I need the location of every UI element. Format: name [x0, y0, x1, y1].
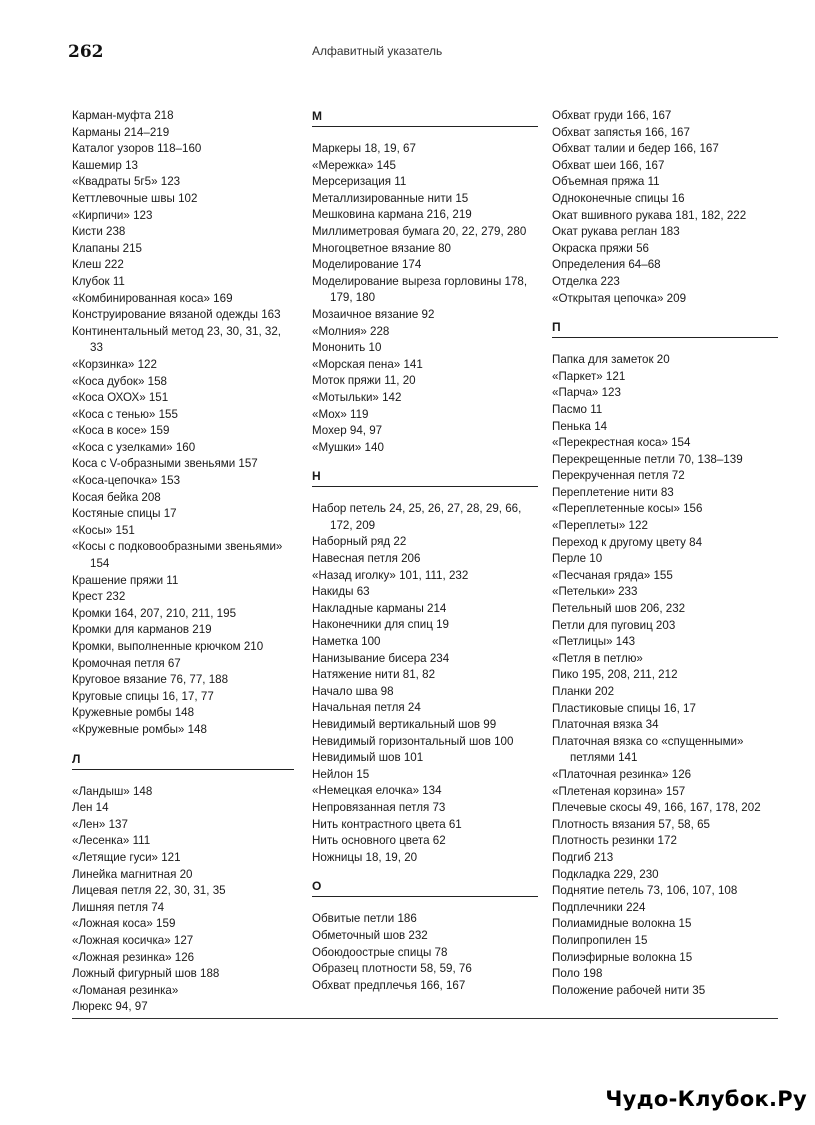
index-entry: «Платочная резинка» 126: [552, 767, 692, 781]
index-entry: Невидимый горизонтальный шов 100: [312, 734, 514, 748]
index-entry: Наконечники для спиц 19: [312, 618, 449, 632]
index-entry: Лицевая петля 22, 30, 31, 35: [72, 884, 226, 898]
index-entry: Обхват запястья 166, 167: [552, 125, 690, 139]
index-entry: Пенька 14: [552, 419, 608, 433]
index-entry: Поло 198: [552, 967, 603, 981]
index-entry: «Песчаная гряда» 155: [552, 568, 673, 582]
index-entry: «Морская пена» 141: [312, 357, 423, 371]
index-entry: Карман-муфта 218: [72, 109, 174, 122]
section-letter-heading: П: [552, 319, 778, 338]
index-entry: «Ломаная резинка»: [72, 983, 179, 997]
index-entry: Обхват шеи 166, 167: [552, 158, 665, 172]
index-entry: Окат вшивного рукава 181, 182, 222: [552, 208, 747, 222]
index-entry: Коса с V-образными звеньями 157: [72, 457, 258, 471]
index-entry: «Переплетенные косы» 156: [552, 502, 703, 516]
index-entry: Накиды 63: [312, 585, 370, 599]
index-entry: Начало шва 98: [312, 684, 394, 698]
section-letter-heading: О: [312, 878, 538, 897]
index-entry: «Мушки» 140: [312, 440, 384, 454]
index-entry: Платочная вязка 34: [552, 718, 659, 732]
index-entry: Крест 232: [72, 590, 126, 604]
index-entry: Нейлон 15: [312, 767, 370, 781]
index-entry: «Мотыльки» 142: [312, 390, 402, 404]
index-entry: «Летящие гуси» 121: [72, 850, 181, 864]
index-entry: Наборный ряд 22: [312, 535, 407, 549]
index-section: [552, 319, 778, 999]
index-entry: Люрекс 94, 97: [72, 1000, 148, 1014]
watermark-logo: Чудо-Клубок.Ру: [605, 1087, 807, 1111]
index-entry: Окраска пряжи 56: [552, 241, 650, 255]
index-entry: Платочная вязка со «спущенными» петлями 141: [552, 734, 744, 765]
index-entry: Переплетение нити 83: [552, 485, 674, 499]
index-entry: Отделка 223: [552, 274, 620, 288]
index-entry: Наметка 100: [312, 635, 381, 649]
index-entry: Мононить 10: [312, 341, 382, 355]
index-entry: «Немецкая елочка» 134: [312, 784, 442, 798]
index-entry: Нанизывание бисера 234: [312, 651, 450, 665]
index-entry: Моделирование 174: [312, 258, 422, 272]
index-entry: Клапаны 215: [72, 241, 142, 255]
index-entry: Кашемир 13: [72, 158, 138, 172]
index-entry: Нить основного цвета 62: [312, 834, 446, 848]
index-entry: Миллиметровая бумага 20, 22, 279, 280: [312, 224, 527, 238]
index-entry: Непровязанная петля 73: [312, 800, 446, 814]
index-entry: Объемная пряжа 11: [552, 175, 660, 189]
section-letter-heading: Л: [72, 751, 294, 770]
index-entry: Моделирование выреза горловины 178, 179, 180: [312, 274, 528, 305]
index-entry: Мохер 94, 97: [312, 424, 383, 438]
index-entry: Набор петель 24, 25, 26, 27, 28, 29, 66, 172, 209: [312, 502, 522, 532]
bottom-rule: [72, 1018, 778, 1019]
index-entry: Континентальный метод 23, 30, 31, 32, 33: [72, 324, 282, 355]
index-column-1: [72, 108, 294, 1016]
section-letter-heading: М: [312, 108, 538, 127]
index-entry: Маркеры 18, 19, 67: [312, 142, 416, 155]
index-entry: Планки 202: [552, 685, 615, 698]
index-entry: Плотность резинки 172: [552, 834, 677, 848]
index-entry: Петли для пуговиц 203: [552, 618, 676, 632]
index-entry: «Лен» 137: [72, 817, 128, 831]
index-entry: Пико 195, 208, 211, 212: [552, 668, 678, 682]
index-entry: Перекрученная петля 72: [552, 469, 685, 483]
index-entry: Круговые спицы 16, 17, 77: [72, 689, 214, 703]
index-entry: Ложный фигурный шов 188: [72, 967, 220, 981]
index-entry: Обметочный шов 232: [312, 928, 428, 942]
index-entry: Обвитые петли 186: [312, 912, 417, 926]
index-entry: «Паркет» 121: [552, 369, 626, 383]
index-section: [312, 108, 538, 456]
index-entry: Папка для заметок 20: [552, 353, 670, 367]
index-entry: Полиамидные волокна 15: [552, 917, 692, 931]
index-section: [72, 108, 294, 739]
index-entry: Многоцветное вязание 80: [312, 241, 452, 255]
index-entry: «Коса ОХОХ» 151: [72, 391, 169, 405]
index-entry: Невидимый вертикальный шов 99: [312, 718, 497, 731]
index-entry: Карманы 214–219: [72, 125, 170, 139]
index-entry: «Лесенка» 111: [72, 834, 151, 848]
index-entry: Переход к другому цвету 84: [552, 535, 703, 549]
index-entry: Петельный шов 206, 232: [552, 602, 686, 616]
index-entry: Пластиковые спицы 16, 17: [552, 701, 696, 715]
index-entry: «Плетеная корзина» 157: [552, 784, 686, 798]
index-entry: «Ложная косичка» 127: [72, 933, 194, 947]
index-entry: Одноконечные спицы 16: [552, 191, 685, 205]
index-section: [72, 751, 294, 1016]
index-entry: «Петля в петлю»: [552, 651, 643, 665]
index-entry: Мерсеризация 11: [312, 175, 407, 189]
index-entry: Начальная петля 24: [312, 701, 421, 715]
index-entry: Моток пряжи 11, 20: [312, 374, 416, 388]
index-entry: Обхват предплечья 166, 167: [312, 978, 466, 992]
index-column-2: [312, 108, 538, 994]
index-entry: «Комбинированная коса» 169: [72, 291, 233, 305]
index-entry: Лишняя петля 74: [72, 900, 165, 914]
index-entry: «Переплеты» 122: [552, 519, 648, 533]
index-entry: «Косы с подковообразными звеньями» 154: [72, 540, 283, 571]
index-entry: Обоюдоострые спицы 78: [312, 945, 448, 959]
index-column-3: [552, 108, 778, 999]
index-section: [312, 878, 538, 994]
index-entry: Обхват талии и бедер 166, 167: [552, 142, 719, 156]
index-entry: Мозаичное вязание 92: [312, 307, 435, 321]
index-entry: Образец плотности 58, 59, 76: [312, 962, 472, 976]
index-entry: Подкладка 229, 230: [552, 867, 659, 881]
index-entry: «Коса дубок» 158: [72, 374, 167, 388]
index-entry: Ножницы 18, 19, 20: [312, 850, 418, 864]
index-entry: Положение рабочей нити 35: [552, 983, 706, 997]
index-entry: «Петельки» 233: [552, 585, 638, 599]
index-entry: «Квадраты 5г5» 123: [72, 175, 181, 189]
index-entry: «Кружевные ромбы» 148: [72, 722, 207, 736]
index-entry: «Коса с узелками» 160: [72, 440, 196, 454]
index-entry: Конструирование вязаной одежды 163: [72, 308, 281, 322]
index-entry: Подплечники 224: [552, 900, 646, 914]
index-entry: Крашение пряжи 11: [72, 573, 179, 587]
index-entry: Навесная петля 206: [312, 552, 421, 566]
index-section: [552, 108, 778, 307]
index-entry: «Корзинка» 122: [72, 357, 157, 371]
index-entry: Пасмо 11: [552, 402, 603, 416]
index-entry: «Кирпичи» 123: [72, 208, 153, 222]
index-entry: «Петлицы» 143: [552, 635, 636, 649]
index-entry: Кеттлевочные швы 102: [72, 191, 198, 205]
index-entry: Костяные спицы 17: [72, 507, 177, 521]
index-entry: Полиэфирные волокна 15: [552, 950, 693, 964]
index-entry: Круговое вязание 76, 77, 188: [72, 673, 229, 687]
index-section: [312, 468, 538, 866]
index-entry: «Парча» 123: [552, 386, 621, 400]
running-head: Алфавитный указатель: [312, 44, 443, 58]
index-entry: «Мох» 119: [312, 407, 369, 421]
index-entry: Натяжение нити 81, 82: [312, 668, 436, 682]
index-entry: Поднятие петель 73, 106, 107, 108: [552, 884, 738, 898]
index-entry: Линейка магнитная 20: [72, 867, 193, 881]
index-entry: «Коса в косе» 159: [72, 424, 170, 438]
index-entry: Подгиб 213: [552, 850, 614, 864]
index-entry: «Ландыш» 148: [72, 784, 153, 798]
index-entry: Перекрещенные петли 70, 138–139: [552, 452, 743, 466]
index-entry: «Коса с тенью» 155: [72, 407, 178, 421]
page-number: 262: [68, 42, 104, 62]
index-entry: «Назад иголку» 101, 111, 232: [312, 568, 469, 582]
index-entry: «Молния» 228: [312, 324, 390, 338]
index-entry: Кромки 164, 207, 210, 211, 195: [72, 606, 237, 620]
index-entry: «Косы» 151: [72, 523, 135, 537]
index-entry: Окат рукава реглан 183: [552, 225, 680, 239]
index-entry: Кромки для карманов 219: [72, 623, 212, 637]
index-entry: Каталог узоров 118–160: [72, 142, 202, 156]
index-entry: Лен 14: [72, 801, 109, 815]
index-entry: «Перекрестная коса» 154: [552, 436, 691, 450]
index-entry: Плотность вязания 57, 58, 65: [552, 817, 710, 831]
index-entry: «Ложная резинка» 126: [72, 950, 195, 964]
index-entry: Полипропилен 15: [552, 933, 648, 947]
index-entry: Накладные карманы 214: [312, 601, 447, 615]
index-entry: Перле 10: [552, 552, 603, 566]
index-entry: Кромочная петля 67: [72, 656, 181, 670]
index-entry: Мешковина кармана 216, 219: [312, 208, 472, 222]
index-entry: Кромки, выполненные крючком 210: [72, 640, 264, 653]
index-entry: Клеш 222: [72, 258, 124, 272]
section-letter-heading: Н: [312, 468, 538, 487]
index-entry: «Мережка» 145: [312, 158, 396, 172]
index-entry: Обхват груди 166, 167: [552, 109, 672, 122]
index-entry: «Открытая цепочка» 209: [552, 291, 687, 305]
index-entry: Кружевные ромбы 148: [72, 706, 195, 720]
index-entry: Определения 64–68: [552, 258, 661, 272]
index-entry: Нить контрастного цвета 61: [312, 817, 462, 831]
index-entry: Косая бейка 208: [72, 490, 161, 504]
index-entry: Плечевые скосы 49, 166, 167, 178, 202: [552, 801, 761, 815]
index-entry: Невидимый шов 101: [312, 751, 424, 765]
index-entry: Клубок 11: [72, 274, 125, 288]
index-entry: Металлизированные нити 15: [312, 191, 469, 205]
index-entry: «Коса-цепочка» 153: [72, 474, 181, 488]
index-entry: «Ложная коса» 159: [72, 917, 176, 931]
index-entry: Кисти 238: [72, 225, 126, 239]
